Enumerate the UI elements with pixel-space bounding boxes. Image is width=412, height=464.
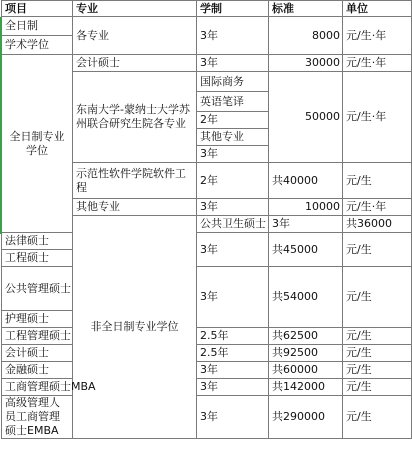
- header-unit: 单位: [343, 1, 412, 17]
- cell-major: 工程管理硕士: [2, 328, 73, 345]
- cell-unit: 元/生: [343, 233, 412, 267]
- cell-fee: 共36000: [343, 216, 412, 233]
- table-row: [2, 267, 412, 311]
- tuition-fee-table: [1, 0, 412, 439]
- cell-fee: 共45000: [269, 233, 343, 267]
- cell-major: 法律硕士: [2, 233, 73, 250]
- cell-years: 3年: [197, 146, 269, 163]
- cell-fee: 30000: [269, 55, 343, 72]
- table-row: [2, 328, 412, 345]
- cell-years: 2.5年: [197, 345, 269, 362]
- cell-years: 2.5年: [197, 328, 269, 345]
- cell-fee: 共40000: [269, 163, 343, 199]
- cell-unit: 元/生: [343, 328, 412, 345]
- cell-years: 3年: [197, 233, 269, 267]
- cell-major: 公共卫生硕士: [197, 216, 269, 233]
- cell-fee: 共60000: [269, 362, 343, 379]
- category-academic: 学术学位: [2, 36, 73, 55]
- cell-unit: 元/生: [343, 396, 412, 439]
- cell-sub-major: 其他专业: [197, 129, 269, 146]
- header-major: 专业: [73, 1, 197, 17]
- cell-years: 3年: [197, 55, 269, 72]
- header-standard: 标准: [269, 1, 343, 17]
- cell-sub-major: 国际商务: [197, 72, 269, 92]
- cell-years: 2年: [197, 112, 269, 129]
- cell-major: 高级管理人员工商管理硕士EMBA: [2, 396, 73, 439]
- table-row: [2, 379, 412, 396]
- table-row: [2, 396, 412, 439]
- table-row: [2, 55, 412, 72]
- cell-fee: 8000: [269, 17, 343, 55]
- cell-major: 会计硕士: [2, 345, 73, 362]
- category-full-time-professional: 全日制专业学位: [2, 55, 73, 233]
- cell-major: 其他专业: [73, 199, 197, 216]
- header-years: 学制: [197, 1, 269, 17]
- cell-years: 3年: [197, 17, 269, 55]
- cell-years: 3年: [197, 199, 269, 216]
- cell-fee: 共142000: [269, 379, 343, 396]
- category-full-time: 全日制: [2, 17, 73, 36]
- table-row: [2, 362, 412, 379]
- cell-years: 3年: [269, 216, 343, 233]
- cell-years: 3年: [197, 379, 269, 396]
- cell-sub-major: 英语笔译: [197, 92, 269, 112]
- cell-major: 示范性软件学院软件工程: [73, 163, 197, 199]
- cell-fee: 共290000: [269, 396, 343, 439]
- cell-unit: 元/生·年: [343, 17, 412, 55]
- table-header-row: [2, 1, 412, 17]
- cell-unit: 元/生·年: [343, 72, 412, 163]
- cell-major: 金融硕士: [2, 362, 73, 379]
- cell-unit: 元/生: [343, 267, 412, 328]
- cell-unit: 元/生: [343, 362, 412, 379]
- header-project: 项目: [2, 1, 73, 17]
- cell-major: 会计硕士: [73, 55, 197, 72]
- table-row: [2, 233, 412, 250]
- cell-major: 工程硕士: [2, 250, 73, 267]
- cell-major: 公共管理硕士: [2, 267, 73, 311]
- cell-unit: 元/生·年: [343, 55, 412, 72]
- cell-major: 各专业: [73, 17, 197, 55]
- cell-years: 2年: [197, 163, 269, 199]
- cell-major-monash: 东南大学-蒙纳士大学苏州联合研究生院各专业: [73, 72, 197, 163]
- cell-unit: 元/生: [343, 379, 412, 396]
- cell-major: 护理硕士: [2, 311, 73, 328]
- cell-years: 3年: [197, 267, 269, 328]
- cell-unit: 元/生·年: [343, 199, 412, 216]
- cell-years: 3年: [197, 362, 269, 379]
- table-row: [2, 345, 412, 362]
- table-row: [2, 17, 412, 36]
- cell-fee: 50000: [269, 72, 343, 163]
- cell-major: 工商管理硕士MBA: [2, 379, 73, 396]
- cell-fee: 共92500: [269, 345, 343, 362]
- cell-fee: 共54000: [269, 267, 343, 328]
- left-accent-bar: [0, 17, 2, 234]
- cell-fee: 10000: [269, 199, 343, 216]
- category-part-time-professional: 非全日制专业学位: [73, 216, 197, 439]
- cell-fee: 共62500: [269, 328, 343, 345]
- cell-unit: 元/生: [343, 163, 412, 199]
- cell-years: 3年: [197, 396, 269, 439]
- cell-unit: 元/生: [343, 345, 412, 362]
